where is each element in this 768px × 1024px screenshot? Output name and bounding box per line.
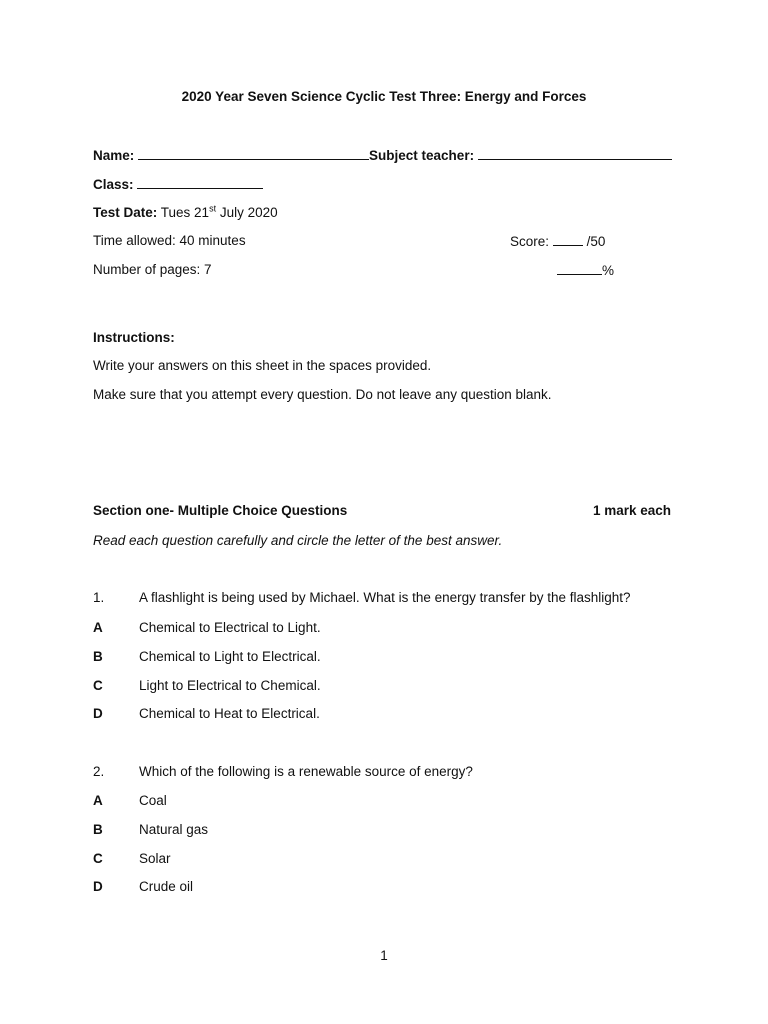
q1-option-a-letter[interactable]: A [93,620,103,635]
time-allowed: Time allowed: 40 minutes [93,233,246,248]
q2-option-a-text: Coal [139,793,167,808]
question-2-text: Which of the following is a renewable source of energy? [139,764,473,779]
number-of-pages: Number of pages: 7 [93,262,212,277]
page-number: 1 [380,948,388,963]
q2-option-d-letter[interactable]: D [93,879,103,894]
test-date-value-post: July 2020 [216,205,278,220]
section-marks: 1 mark each [593,503,672,518]
q1-option-d-letter[interactable]: D [93,706,103,721]
test-date-label: Test Date: [93,205,158,220]
q2-option-a-letter[interactable]: A [93,793,103,808]
instructions-line-1: Write your answers on this sheet in the spaces provided. [93,358,432,373]
score-total: /50 [586,234,606,249]
name-row [93,147,672,164]
question-1-number: 1. [93,590,105,605]
subject-teacher-label: Subject teacher: [369,148,475,163]
question-1-text: A flashlight is being used by Michael. What is the energy transfer by the flashlight? [139,590,631,605]
q1-option-c-text: Light to Electrical to Chemical. [139,678,321,693]
instructions-heading: Instructions: [93,330,175,345]
q1-option-c-letter[interactable]: C [93,678,103,693]
percent-blank[interactable] [557,262,602,275]
class-label: Class: [93,177,134,192]
class-blank[interactable] [137,176,263,189]
test-date-sup: st [209,203,217,214]
score-label: Score: [510,234,550,249]
q2-option-b-text: Natural gas [139,822,209,837]
test-date-value-pre: Tues 21 [160,205,210,220]
percent-sign: % [602,263,615,278]
q2-option-d-text: Crude oil [139,879,194,894]
q1-option-a-text: Chemical to Electrical to Light. [139,620,321,635]
score-blank[interactable] [553,233,583,246]
name-blank[interactable] [138,147,369,160]
test-date-row [93,205,278,221]
q1-option-b-letter[interactable]: B [93,649,103,664]
section-heading: Section one- Multiple Choice Questions [93,503,348,518]
percent-row [557,262,614,279]
score-row [510,233,605,250]
name-label: Name: [93,148,135,163]
instructions-line-2: Make sure that you attempt every question. Do not leave any question blank. [93,387,552,402]
class-row [93,176,263,193]
subject-teacher-blank[interactable] [478,147,672,160]
q1-option-d-text: Chemical to Heat to Electrical. [139,706,320,721]
section-direction: Read each question carefully and circle the letter of the best answer. [93,533,503,548]
q2-option-c-text: Solar [139,851,171,866]
question-2-number: 2. [93,764,105,779]
q2-option-c-letter[interactable]: C [93,851,103,866]
q1-option-b-text: Chemical to Light to Electrical. [139,649,321,664]
page-title: 2020 Year Seven Science Cyclic Test Three: Energy and Forces [181,89,587,104]
q2-option-b-letter[interactable]: B [93,822,103,837]
